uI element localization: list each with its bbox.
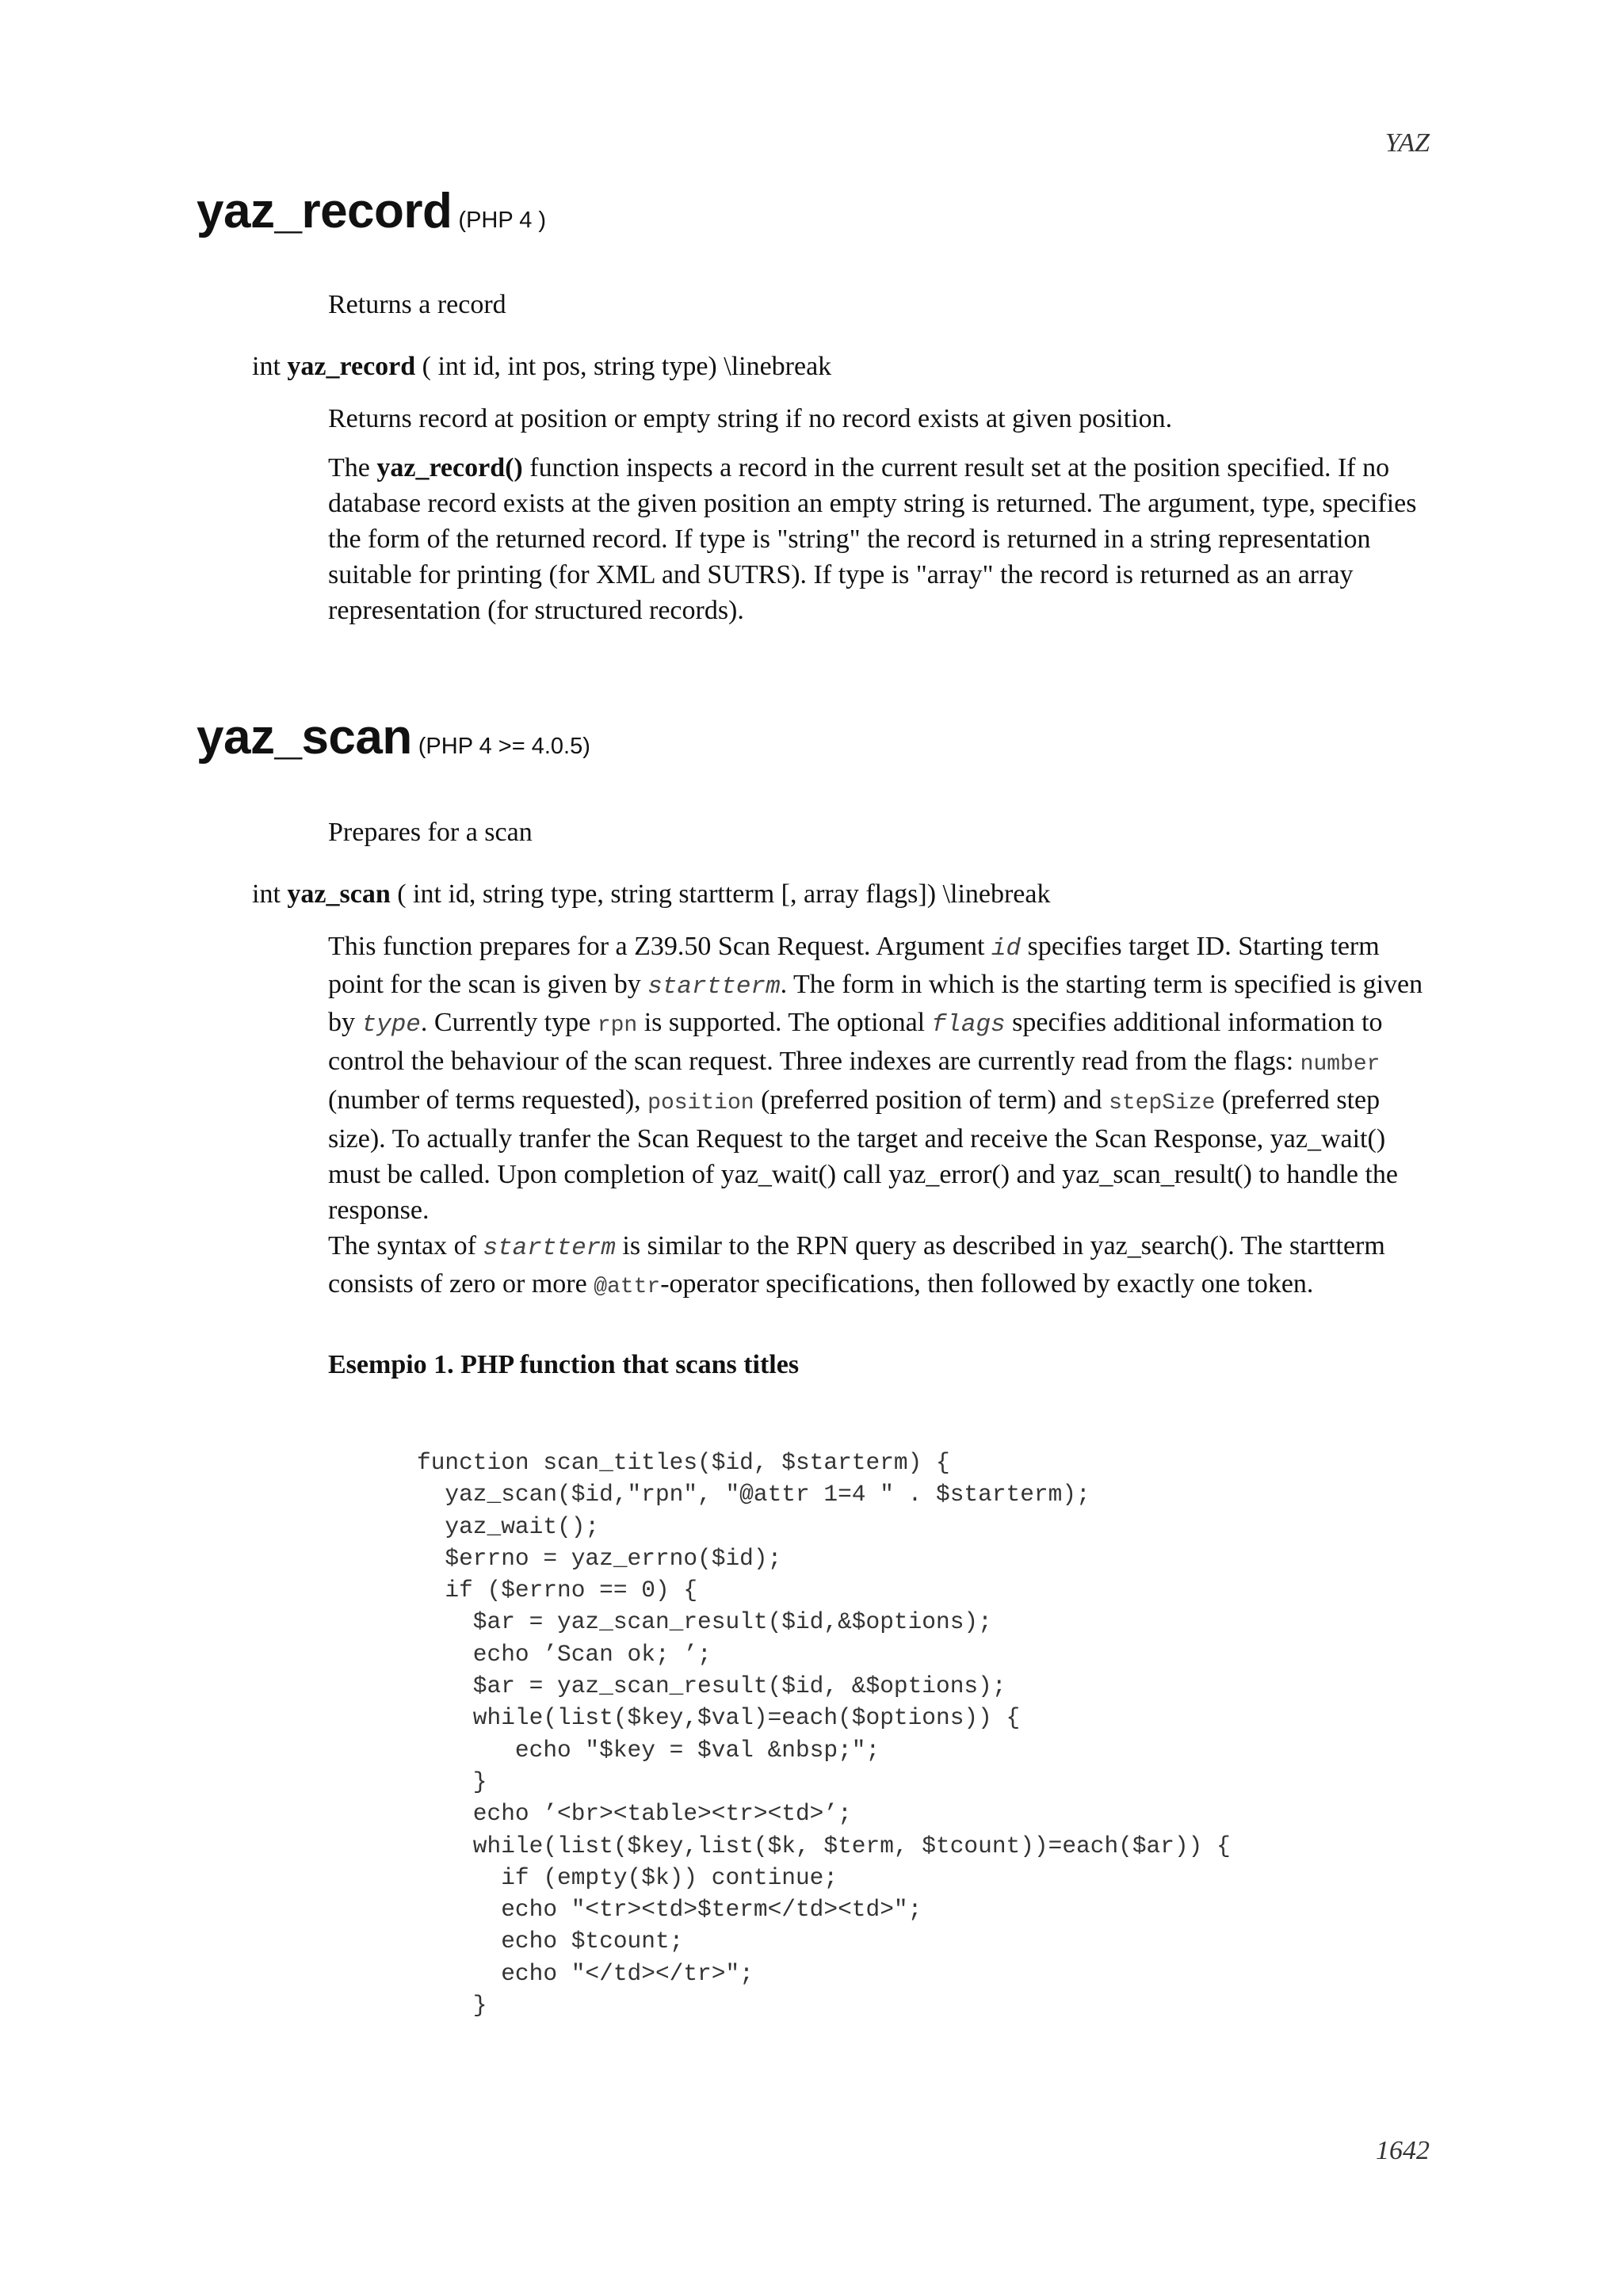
function-name: yaz_scan: [197, 710, 412, 765]
parameter-list: ( int id, int pos, string type) \linebreak: [422, 352, 832, 381]
param-type: type: [361, 1011, 421, 1039]
yaz-record-title: [197, 184, 547, 238]
param-flags: flags: [931, 1011, 1006, 1039]
text: This function prepares for a Z39.50 Scan Request. Argument: [328, 932, 985, 961]
yaz-scan-title: [197, 710, 590, 765]
yaz-record-description: [328, 450, 1438, 628]
text: The: [328, 453, 370, 482]
function-ref: yaz_record(): [376, 453, 523, 482]
literal-attr: @attr: [594, 1275, 661, 1299]
literal-position: position: [647, 1091, 754, 1116]
text: specifies target ID. Starting term point for the scan is given by: [328, 932, 1380, 999]
yaz-scan-description: [328, 929, 1438, 1228]
yaz-scan-syntax-note: [328, 1228, 1438, 1305]
param-startterm: startterm: [647, 973, 781, 1001]
running-header: YAZ: [1384, 128, 1430, 158]
text: specifies additional information to control the behaviour of the scan request. Three indexes are currently read from the flags:: [328, 1008, 1383, 1076]
function-name: yaz_scan: [287, 879, 391, 909]
page-number: 1642: [1376, 2136, 1430, 2165]
text: (preferred step size). To actually tranfer the Scan Request to the target and receive the Scan Response, yaz_wait() must be called. Upon completion of yaz_wait() call yaz_error() and yaz_scan_result() to handle the response.: [328, 1085, 1399, 1225]
text: . The form in which is the starting term is specified is given by: [328, 970, 1423, 1037]
php-version: (PHP 4 >= 4.0.5): [418, 734, 590, 759]
parameter-list: ( int id, string type, string startterm [, array flags]) \linebreak: [397, 879, 1051, 909]
text: . Currently type: [420, 1008, 591, 1037]
literal-rpn: rpn: [597, 1013, 638, 1038]
text: is similar to the RPN query as described in yaz_search(). The startterm consists of zero or more: [328, 1231, 1385, 1299]
literal-stepsize: stepSize: [1109, 1091, 1216, 1116]
function-name: yaz_record: [197, 184, 453, 238]
function-name: yaz_record: [287, 352, 416, 381]
php-version: (PHP 4 ): [458, 208, 547, 233]
literal-number: number: [1300, 1052, 1381, 1077]
text: is supported. The optional: [643, 1008, 926, 1037]
param-startterm: startterm: [483, 1234, 616, 1262]
yaz-record-purpose: Returns a record: [328, 290, 506, 319]
yaz-scan-synopsis: [252, 879, 1051, 910]
text: (preferred position of term) and: [761, 1085, 1102, 1115]
example-title: Esempio 1. PHP function that scans titles: [328, 1350, 800, 1379]
return-type: int: [252, 352, 281, 381]
text: -operator specifications, then followed by exactly one token.: [660, 1269, 1314, 1299]
yaz-scan-purpose: Prepares for a scan: [328, 818, 533, 847]
code-example: function scan_titles($id, $starterm) { yaz_scan($id,"rpn", "@attr 1=4 " . $starterm); yaz_wait(); $errno = yaz_errno($id); if ($errno == 0) { $ar = yaz_scan_result($id,&$options); echo ’Scan ok; ’; $ar = yaz_scan_result($id, &$options); while(list($key,$val)=each($options)) { echo "$key = $val &nbsp;"; } echo ’<br><table><tr><td>’; while(list($key,list($k, $term, $tcount))=each($ar)) { if (empty($k)) continue; echo "<tr><td>$term</td><td>"; echo $tcount; echo "</td></tr>"; }: [417, 1449, 1231, 2019]
param-id: id: [991, 935, 1022, 963]
yaz-record-synopsis: [252, 352, 831, 382]
text: The syntax of: [328, 1231, 476, 1261]
return-type: int: [252, 879, 281, 909]
text: function inspects a record in the current result set at the position specified. If no database record exists at the given position an empty string is returned. The argument, type, specifies the form of the returned record. If type is "string" the record is returned in a string representation suitable for printing (for XML and SUTRS). If type is "array" the record is returned as an array representation (for structured records).: [328, 453, 1417, 625]
yaz-record-return-value: Returns record at position or empty string if no record exists at given position.: [328, 404, 1173, 433]
text: (number of terms requested),: [328, 1085, 641, 1115]
